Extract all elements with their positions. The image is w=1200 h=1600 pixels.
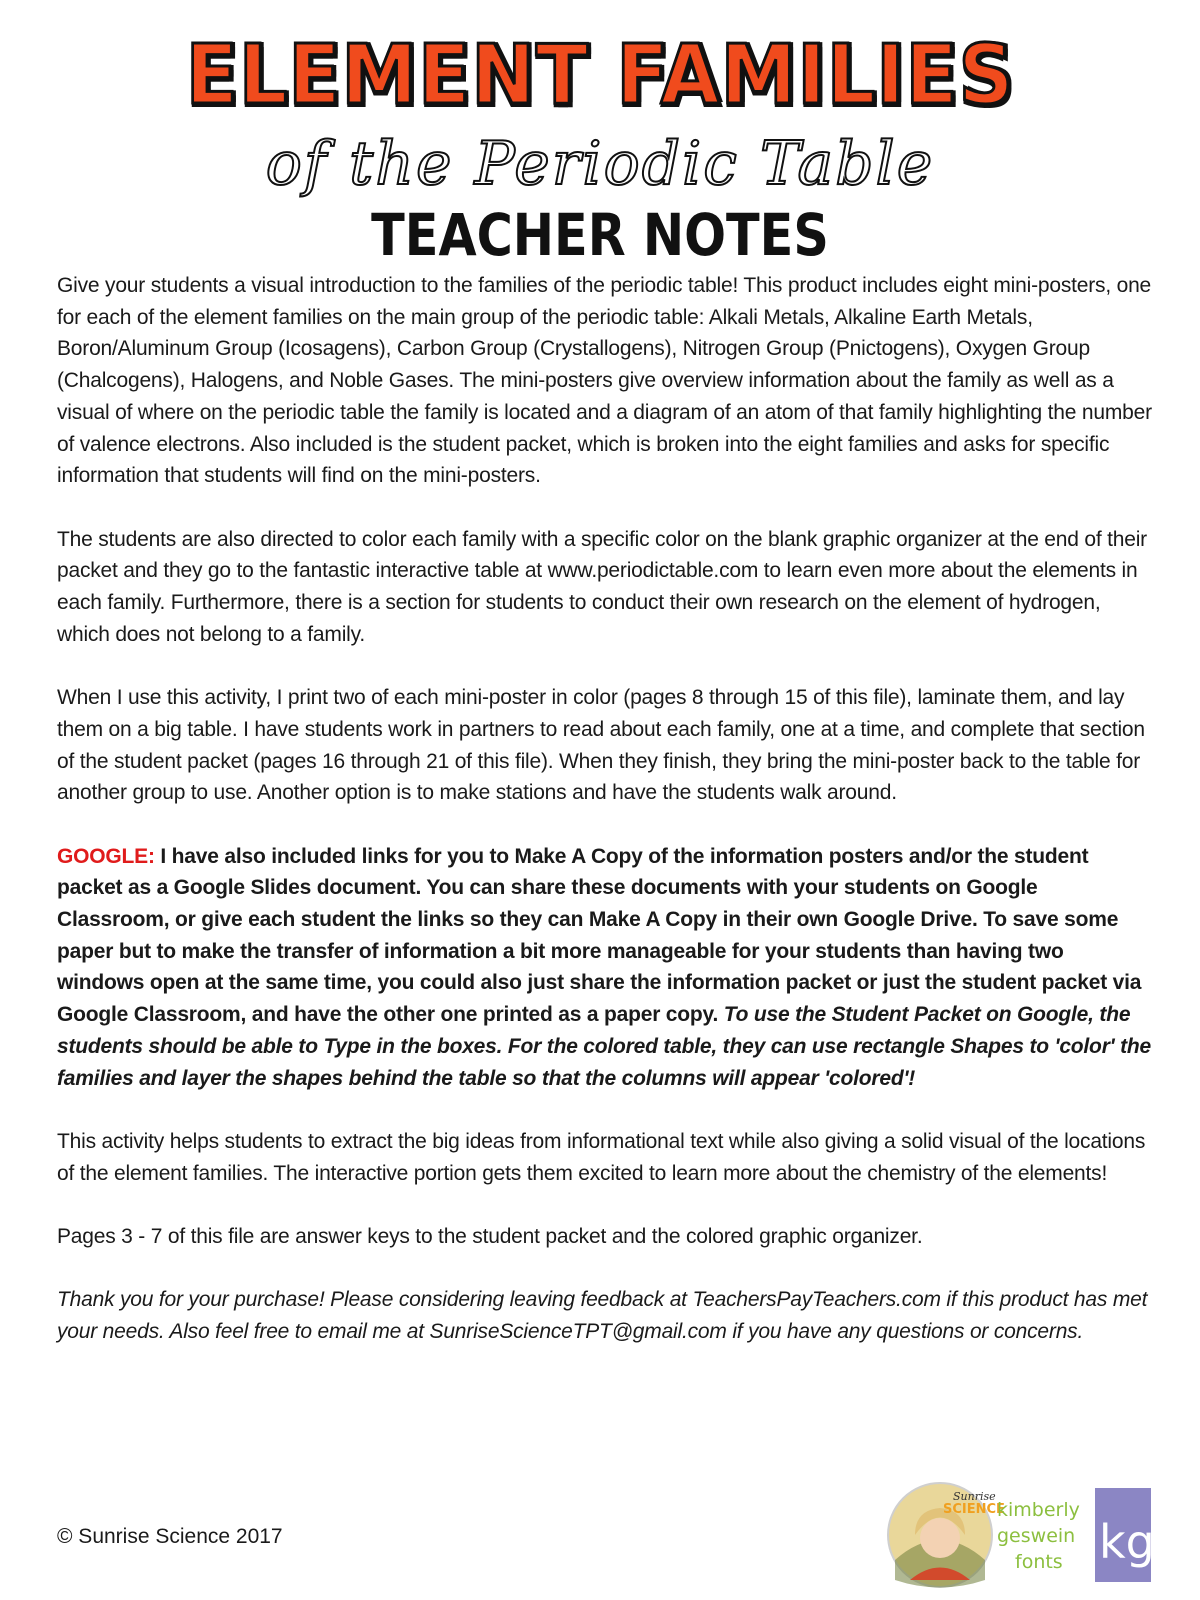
section-heading: TEACHER NOTES: [371, 201, 829, 269]
page-subtitle: of the Periodic Table: [265, 129, 935, 199]
google-italic-text: To use the Student Packet on Google, the students should be able to Type in the boxes. For the colored table, they can use rectangle Shapes to 'color' the families and layer the shapes behind the table so that the columns will appear 'colored'!: [57, 1003, 1151, 1090]
copyright: © Sunrise Science 2017: [57, 1525, 283, 1548]
usage-paragraph: When I use this activity, I print two of each mini-poster in color (pages 8 through 15 of this file), laminate them, and lay them on a big table. I have students work in partners to read about each family, one at a time, and complete that section of the student packet (pages 16 through 21 of this file). When they finish, they bring the mini-poster back to the table for another group to use. Another option is to make stations and have the students walk around.: [57, 686, 1145, 805]
benefits-paragraph: This activity helps students to extract the big ideas from informational text while also giving a solid visual of the locations of the element families. The interactive portion gets them excited to learn more about the chemistry of the elements!: [57, 1129, 1146, 1185]
coloring-paragraph: The students are also directed to color each family with a specific color on the blank graphic organizer at the end of their packet and they go to the fantastic interactive table at www.periodictable.com to learn even more about the elements in each family. Furthermore, there is a section for students to conduct their own research on the element of hydrogen, which does not belong to a family.: [57, 527, 1147, 646]
thank-you-paragraph: Thank you for your purchase! Please considering leaving feedback at TeachersPayTeachers.com if this product has met your needs. Also feel free to email me at SunriseScienceTPT@gmail.com if you have any questions or concerns.: [57, 1288, 1148, 1344]
intro-paragraph: Give your students a visual introduction to the families of the periodic table! This product includes eight mini-posters, one for each of the element families on the main group of the periodic table: Alkali Metals, Alkaline Earth Metals, Boron/Aluminum Group (Icosagens), Carbon Group (Crystallogens), Nitrogen Group (Pnictogens), Oxygen Group (Chalcogens), Halogens, and Noble Gases. The mini-posters give overview information about the family as well as a visual of where on the periodic table the family is located and a diagram of an atom of that family highlighting the number of valence electrons. Also included is the student packet, which is broken into the eight families and asks for specific information that students will find on the mini-posters.: [57, 274, 1152, 488]
kg-mark: kg: [1099, 1515, 1155, 1569]
google-text: I have also included links for you to Make A Copy of the information posters and/or the student packet as a Google Slides document. You can share these documents with your students on Google Classroom, or give each student the links so they can Make A Copy in their own Google Drive. To save some paper but to make the transfer of information a bit more manageable for your students than having two windows open at the same time, you could also just share the information packet or just the student packet via Google Classroom, and have the other one printed as a paper copy.: [57, 844, 1142, 1027]
sunrise-text: Sunrise: [953, 1490, 996, 1503]
google-label: GOOGLE:: [57, 844, 155, 868]
geswein-text: geswein: [997, 1525, 1076, 1547]
page-title: ELEMENT FAMILIES: [185, 28, 1015, 123]
sunrise-science-logo: [888, 1483, 1005, 1588]
science-text: SCIENCE: [943, 1502, 1005, 1517]
teacher-notes-body: [57, 270, 1152, 1380]
kimberly-text: kimberly: [997, 1499, 1080, 1521]
kg-fonts-logo: [997, 1488, 1155, 1582]
answer-keys-paragraph: Pages 3 - 7 of this file are answer keys to the student packet and the colored graphic organizer.: [57, 1225, 923, 1249]
logo-group: [885, 1480, 1155, 1590]
google-paragraph: [57, 841, 1152, 1095]
fonts-text: fonts: [1015, 1551, 1063, 1573]
